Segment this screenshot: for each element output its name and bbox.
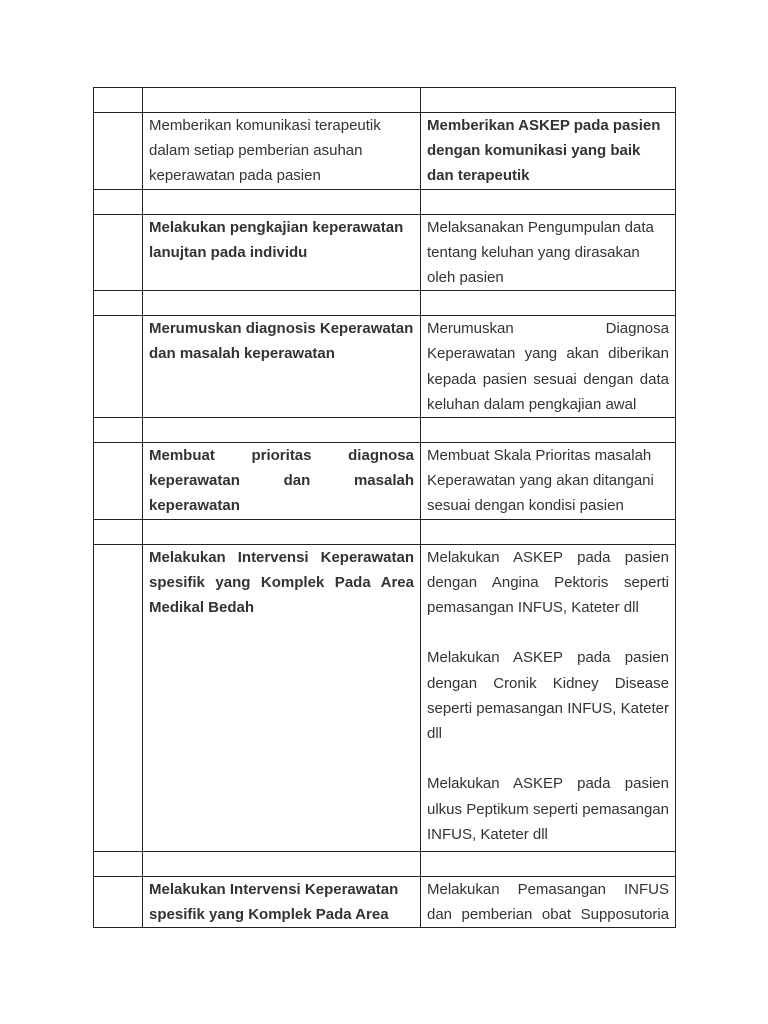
result-cell: Melakukan Pemasangan INFUS dan pemberian obat Supposutoria: [421, 877, 676, 928]
result-cell: Melaksanakan Pengumpulan data tentang keluhan yang dirasakan oleh pasien: [421, 214, 676, 291]
spacer-row: [94, 88, 676, 113]
number-cell: [94, 316, 143, 418]
table-row: [94, 877, 676, 928]
result-paragraph: Melakukan ASKEP pada pasien dengan Angina Pektoris seperti pemasangan INFUS, Kateter dll: [427, 548, 669, 617]
result-cell: Merumuskan Diagnosa Keperawatan yang akan diberikan kepada pasien sesuai dengan data keluhan dalam pengkajian awal: [421, 316, 676, 418]
activity-cell: Melakukan Intervensi Keperawatan spesifik yang Komplek Pada Area Medikal Bedah: [143, 544, 421, 851]
number-cell: [94, 443, 143, 520]
table-row: [94, 214, 676, 291]
result-paragraph: Melakukan ASKEP pada pasien dengan Cronik Kidney Disease seperti pemasangan INFUS, Kateter dll: [427, 649, 669, 743]
activity-cell: Melakukan pengkajian keperawatan lanujtan pada individu: [143, 214, 421, 291]
spacer-row: [94, 291, 676, 316]
number-cell: [94, 214, 143, 291]
activity-cell: Merumuskan diagnosis Keperawatan dan masalah keperawatan: [143, 316, 421, 418]
spacer-row: [94, 519, 676, 544]
spacer-row: [94, 418, 676, 443]
spacer-row: [94, 189, 676, 214]
number-cell: [94, 113, 143, 190]
result-cell: [421, 544, 676, 851]
table-row: [94, 443, 676, 520]
number-cell: [94, 544, 143, 851]
table-row: [94, 316, 676, 418]
table-row: [94, 113, 676, 190]
result-cell: Membuat Skala Prioritas masalah Keperawatan yang akan ditangani sesuai dengan kondisi pasien: [421, 443, 676, 520]
activity-table: [93, 87, 676, 928]
spacer-row: [94, 852, 676, 877]
activity-cell: Membuat prioritas diagnosa keperawatan dan masalah keperawatan: [143, 443, 421, 520]
result-paragraph: Melakukan ASKEP pada pasien ulkus Peptikum seperti pemasangan INFUS, Kateter dll: [427, 775, 669, 843]
activity-cell: Melakukan Intervensi Keperawatan spesifik yang Komplek Pada Area: [143, 877, 421, 928]
result-cell: Memberikan ASKEP pada pasien dengan komunikasi yang baik dan terapeutik: [421, 113, 676, 190]
number-cell: [94, 877, 143, 928]
activity-cell: Memberikan komunikasi terapeutik dalam setiap pemberian asuhan keperawatan pada pasien: [143, 113, 421, 190]
table-row: [94, 544, 676, 851]
